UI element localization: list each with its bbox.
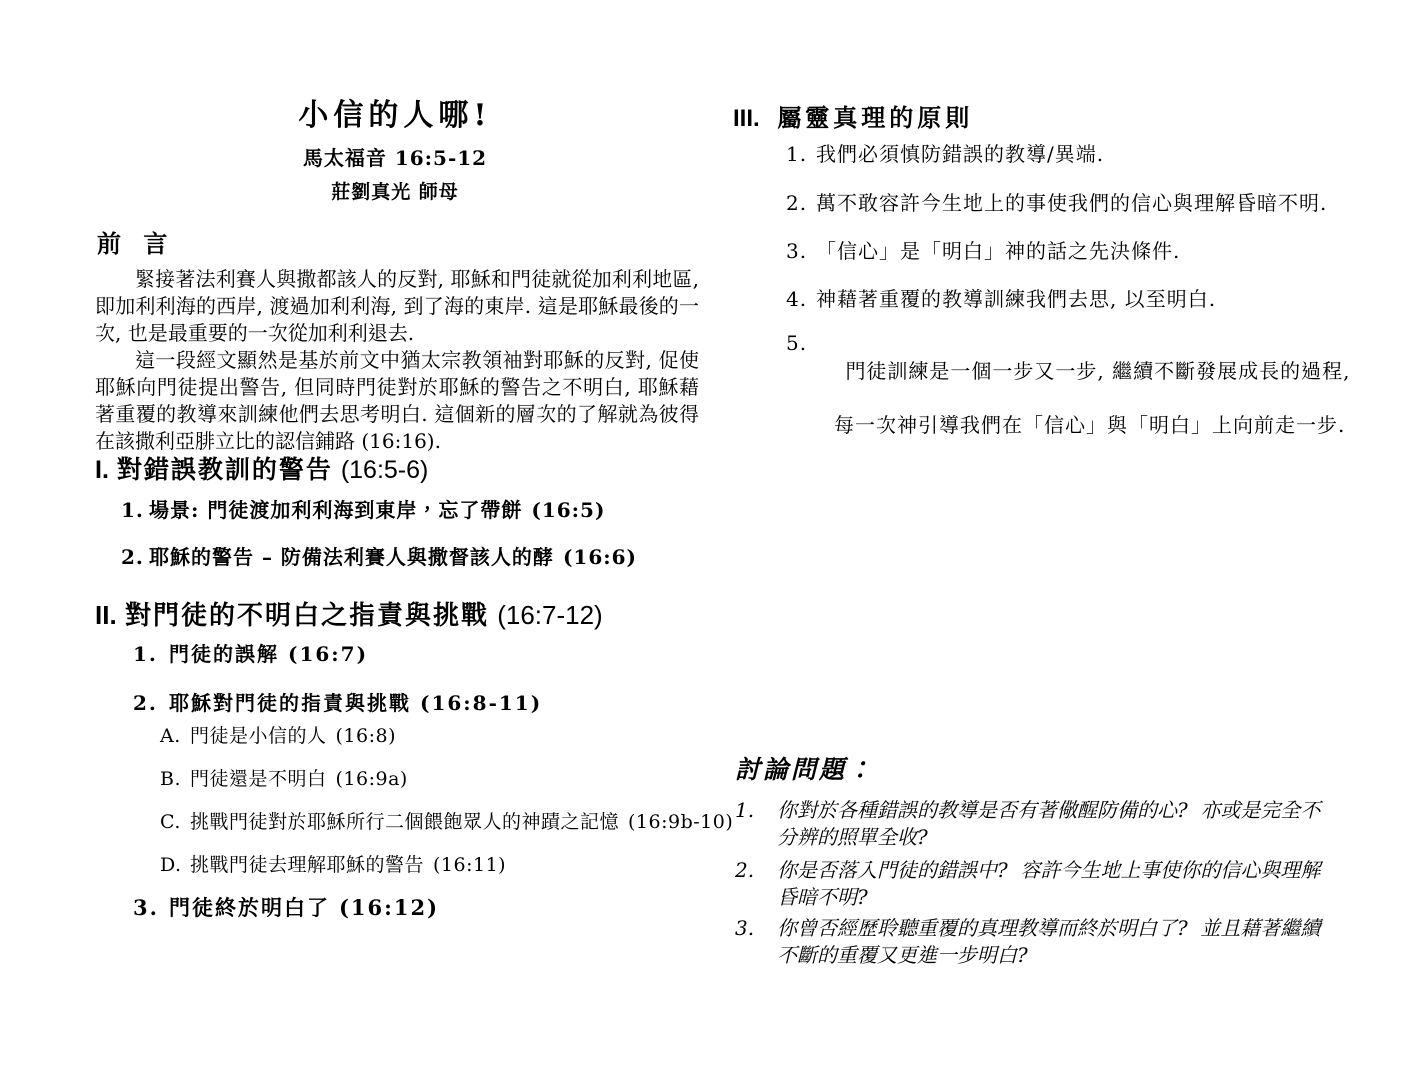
outline-subitem [160, 764, 408, 791]
discussion-heading: 討論問題： [735, 755, 876, 784]
section-2-heading [95, 595, 603, 632]
document-header [95, 98, 695, 204]
principle-item [786, 187, 1327, 216]
question-number: 1. [735, 798, 755, 822]
item-text: 門徒的誤解 [169, 642, 279, 666]
question-number: 2. [735, 858, 755, 882]
section-3-title: 屬靈真理的原則 [777, 103, 974, 132]
outline-subitem [160, 807, 733, 834]
outline-item [133, 892, 439, 922]
subitem-verse-ref: (16:8) [335, 725, 397, 747]
principle-item [786, 331, 1351, 486]
principle-text [816, 331, 1351, 486]
section-3-heading [733, 98, 973, 133]
subitem-verse-ref: (16:11) [433, 854, 507, 876]
discussion-question [735, 857, 1329, 911]
principle-number: 5. [786, 331, 808, 355]
scripture-reference: 馬太福音 16:5-12 [302, 146, 488, 170]
preface-heading: 前 言 [97, 229, 168, 258]
item-number: 2. [133, 691, 158, 715]
item-verse-ref: (16:6) [562, 545, 637, 569]
discussion-question [735, 915, 1329, 969]
principle-number: 4. [786, 287, 808, 311]
subitem-verse-ref: (16:9a) [335, 768, 408, 790]
subitem-text: 門徒是小信的人 [190, 725, 327, 747]
page-title: 小信的人哪! [298, 98, 492, 133]
preface-paragraph-2: 這一段經文顯然是基於前文中猶太宗教領袖對耶穌的反對, 促使耶穌向門徒提出警告, 但同時門徒對於耶穌的警告之不明白, 耶穌藉著重覆的教導來訓練他們去思考明白. 這個新的層次的了解就為彼得在該撒利亞腓立比的認信鋪路 (16:16). [95, 348, 699, 453]
subitem-letter: B. [160, 768, 182, 790]
section-2-verse-ref: (16:7-12) [497, 600, 603, 630]
principle-text: 我們必須慎防錯誤的教導/異端. [816, 142, 1105, 166]
question-text: 你曾否經歷聆聽重覆的真理教導而終於明白了? 並且藉著繼續不斷的重覆又更進一步明白? [777, 916, 1321, 967]
section-1-numeral: I. [95, 456, 109, 484]
section-3-numeral: III. [733, 105, 760, 132]
item-verse-ref: (16:8-11) [420, 691, 543, 715]
section-1-verse-ref: (16:5-6) [340, 456, 429, 484]
subitem-letter: D. [160, 854, 182, 876]
question-number: 3. [735, 916, 755, 940]
outline-item [121, 541, 637, 570]
principle-text-line-2: 每一次神引導我們在「信心」與「明白」上向前走一步. [834, 413, 1346, 437]
principle-number: 1. [786, 142, 808, 166]
discussion-question [735, 797, 1329, 851]
outline-item [121, 494, 605, 523]
subitem-letter: A. [160, 725, 181, 747]
subitem-text: 門徒還是不明白 [190, 768, 327, 790]
section-2-title: 對門徒的不明白之指責與挑戰 [124, 601, 489, 631]
item-verse-ref: (16:7) [288, 642, 369, 666]
subitem-text: 挑戰門徒對於耶穌所行二個餵飽眾人的神蹟之記憶 [190, 811, 620, 833]
outline-item [133, 638, 368, 667]
section-1-title: 對錯誤教訓的警告 [116, 455, 333, 484]
preface-body [95, 266, 699, 455]
section-1-heading [95, 450, 428, 486]
item-text: 門徒終於明白了 [169, 895, 330, 920]
principle-text-line-1: 門徒訓練是一個一步又一步, 繼續不斷發展成長的過程, [845, 359, 1351, 383]
section-2-numeral: II. [95, 600, 117, 630]
principle-text: 神藉著重覆的教導訓練我們去思, 以至明白. [816, 287, 1217, 311]
subitem-verse-ref: (16:9b-10) [628, 811, 734, 833]
item-verse-ref: (16:5) [531, 498, 606, 522]
subitem-letter: C. [160, 811, 181, 833]
subitem-text: 挑戰門徒去理解耶穌的警告 [190, 854, 425, 876]
item-number: 1. [133, 642, 158, 666]
question-text: 你是否落入門徒的錯誤中? 容許今生地上事使你的信心與理解昏暗不明? [777, 858, 1321, 909]
item-number: 1. [121, 498, 144, 522]
principle-text: 「信心」是「明白」神的話之先決條件. [816, 239, 1181, 263]
principle-number: 3. [786, 239, 808, 263]
principle-item [786, 283, 1216, 312]
principle-item [786, 235, 1180, 264]
item-number: 3. [133, 895, 159, 920]
outline-subitem [160, 850, 506, 877]
preface-paragraph-1: 緊接著法利賽人與撒都該人的反對, 耶穌和門徒就從加利利地區, 即加利利海的西岸, 渡過加利利海, 到了海的東岸. 這是耶穌最後的一次, 也是最重要的一次從加利利退去. [95, 267, 699, 345]
author-name: 莊劉真光 師母 [331, 181, 459, 203]
item-text: 耶穌的警告 – 防備法利賽人與撒督該人的酵 [149, 545, 554, 569]
outline-subitem [160, 721, 396, 748]
question-text: 你對於各種錯誤的教導是否有著儆醒防備的心? 亦或是完全不分辨的照單全收? [777, 798, 1321, 849]
item-number: 2. [121, 545, 144, 569]
outline-item [133, 687, 542, 716]
principle-text: 萬不敢容許今生地上的事使我們的信心與理解昏暗不明. [816, 191, 1328, 215]
principle-number: 2. [786, 191, 808, 215]
item-text: 場景: 門徒渡加利利海到東岸，忘了帶餅 [149, 498, 523, 522]
principle-item [786, 138, 1104, 167]
item-text: 耶穌對門徒的指責與挑戰 [169, 691, 411, 715]
item-verse-ref: (16:12) [339, 895, 440, 920]
